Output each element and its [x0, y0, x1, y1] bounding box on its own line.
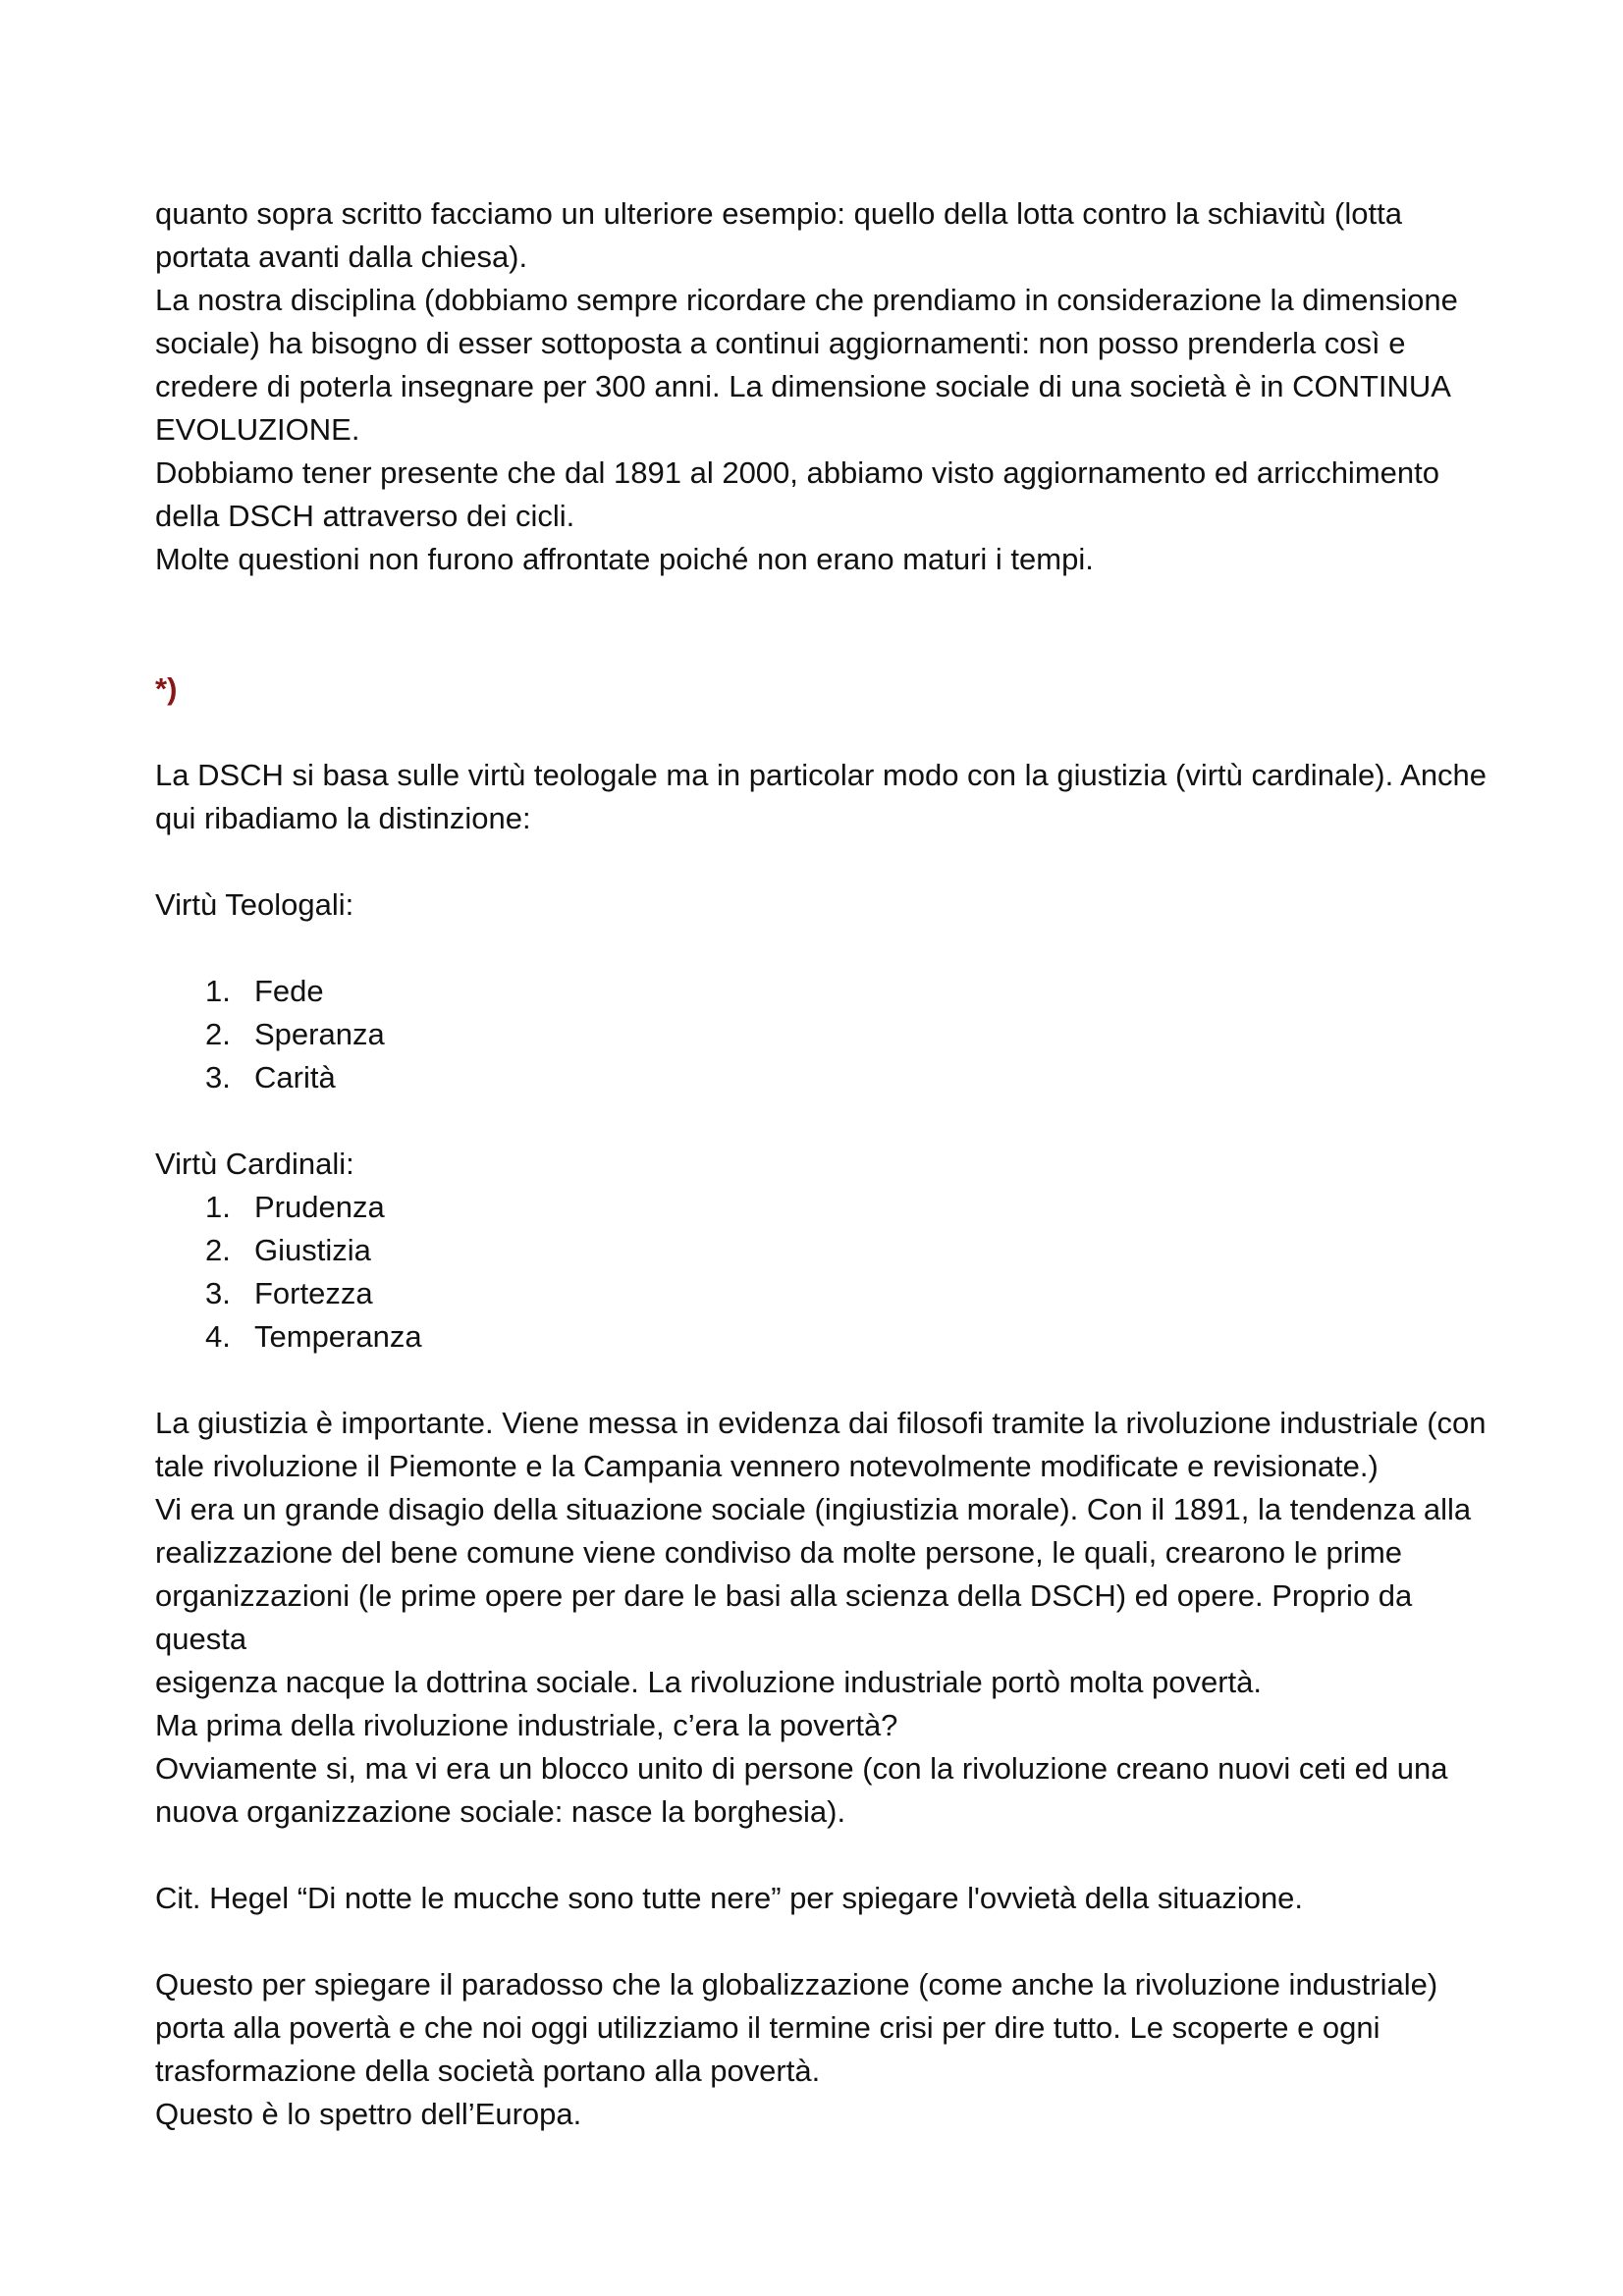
spacer — [155, 1920, 1490, 1963]
list-number: 1. — [205, 1190, 231, 1224]
list-item — [155, 1056, 1490, 1099]
section-marker: *) — [155, 671, 178, 706]
list-item — [155, 1013, 1490, 1056]
text-line: Dobbiamo tener presente che dal 1891 al 2000, abbiamo visto aggiornamento ed arricchimento — [155, 455, 1439, 490]
list-item — [155, 1272, 1490, 1315]
text-line: Ma prima della rivoluzione industriale, c’era la povertà? — [155, 1708, 898, 1742]
text-line: qui ribadiamo la distinzione: — [155, 801, 531, 835]
cardinal-virtues-list — [155, 1186, 1490, 1359]
text-line: quanto sopra scritto facciamo un ulteriore esempio: quello della lotta contro la schiavitù (lotta — [155, 196, 1402, 231]
text-line: Questo è lo spettro dell’Europa. — [155, 2097, 582, 2131]
text-line: tale rivoluzione il Piemonte e la Campania vennero notevolmente modificate e revisionate.) — [155, 1449, 1379, 1483]
intro-paragraph-dsch-cycles — [155, 452, 1490, 538]
justice-paragraph — [155, 1402, 1490, 1834]
text-line: porta alla povertà e che noi oggi utilizziamo il termine crisi per dire tutto. Le scoperte e ogni — [155, 2010, 1380, 2045]
list-number: 2. — [205, 1233, 231, 1267]
list-item — [155, 1186, 1490, 1229]
list-number: 1. — [205, 974, 231, 1008]
text-line: Ovviamente si, ma vi era un blocco unito di persone (con la rivoluzione creano nuovi ceti ed una — [155, 1751, 1448, 1786]
text-line: della DSCH attraverso dei cicli. — [155, 499, 575, 533]
list-item — [155, 1315, 1490, 1359]
list-number: 3. — [205, 1060, 231, 1095]
text-line: portata avanti dalla chiesa). — [155, 240, 528, 274]
list-item — [155, 1229, 1490, 1272]
text-line: sociale) ha bisogno di esser sottoposta a continui aggiornamenti: non posso prenderla così e — [155, 326, 1406, 360]
list-item — [155, 970, 1490, 1013]
spacer — [155, 1359, 1490, 1402]
list-item-label: Fortezza — [254, 1276, 373, 1310]
text-line: Molte questioni non furono affrontate poiché non erano maturi i tempi. — [155, 542, 1094, 576]
spacer — [155, 711, 1490, 754]
document-page — [155, 192, 1490, 2136]
text-line: Questo per spiegare il paradosso che la globalizzazione (come anche la rivoluzione industriale) — [155, 1967, 1438, 2002]
text-line: Vi era un grande disagio della situazione sociale (ingiustizia morale). Con il 1891, la tendenza alla — [155, 1492, 1472, 1526]
virtues-intro-paragraph — [155, 754, 1490, 840]
intro-paragraph-discipline — [155, 279, 1490, 452]
spacer — [155, 927, 1490, 970]
text-line: trasformazione della società portano alla povertà. — [155, 2054, 821, 2088]
spacer — [155, 1834, 1490, 1877]
list-number: 2. — [205, 1017, 231, 1051]
list-item-label: Fede — [254, 974, 324, 1008]
list-item-label: Giustizia — [254, 1233, 371, 1267]
spacer — [155, 581, 1490, 667]
text-line: esigenza nacque la dottrina sociale. La rivoluzione industriale portò molta povertà. — [155, 1665, 1263, 1699]
cardinal-virtues-heading: Virtù Cardinali: — [155, 1147, 354, 1181]
text-line: EVOLUZIONE. — [155, 412, 360, 447]
list-item-label: Carità — [254, 1060, 336, 1095]
text-line: nuova organizzazione sociale: nasce la borghesia). — [155, 1794, 846, 1829]
spacer — [155, 840, 1490, 883]
text-line: La DSCH si basa sulle virtù teologale ma in particolar modo con la giustizia (virtù cardinale). Anche — [155, 758, 1488, 792]
hegel-citation: Cit. Hegel “Di notte le mucche sono tutte nere” per spiegare l'ovvietà della situazione. — [155, 1881, 1304, 1915]
intro-paragraph-slavery — [155, 192, 1490, 279]
text-line: La nostra disciplina (dobbiamo sempre ricordare che prendiamo in considerazione la dimensione — [155, 283, 1458, 317]
conclusion-paragraph — [155, 1963, 1490, 2136]
list-item-label: Speranza — [254, 1017, 385, 1051]
intro-paragraph-questions — [155, 538, 1490, 581]
spacer — [155, 1099, 1490, 1143]
list-item-label: Prudenza — [254, 1190, 385, 1224]
text-line: realizzazione del bene comune viene condiviso da molte persone, le quali, crearono le prime — [155, 1535, 1403, 1570]
list-number: 4. — [205, 1319, 231, 1354]
text-line: La giustizia è importante. Viene messa in evidenza dai filosofi tramite la rivoluzione industriale (con — [155, 1406, 1487, 1440]
theological-virtues-list — [155, 970, 1490, 1099]
text-line: credere di poterla insegnare per 300 anni. La dimensione sociale di una società è in CONTINUA — [155, 369, 1451, 403]
text-line: organizzazioni (le prime opere per dare le basi alla scienza della DSCH) ed opere. Proprio da questa — [155, 1578, 1413, 1656]
list-number: 3. — [205, 1276, 231, 1310]
list-item-label: Temperanza — [254, 1319, 422, 1354]
theological-virtues-heading: Virtù Teologali: — [155, 887, 354, 922]
